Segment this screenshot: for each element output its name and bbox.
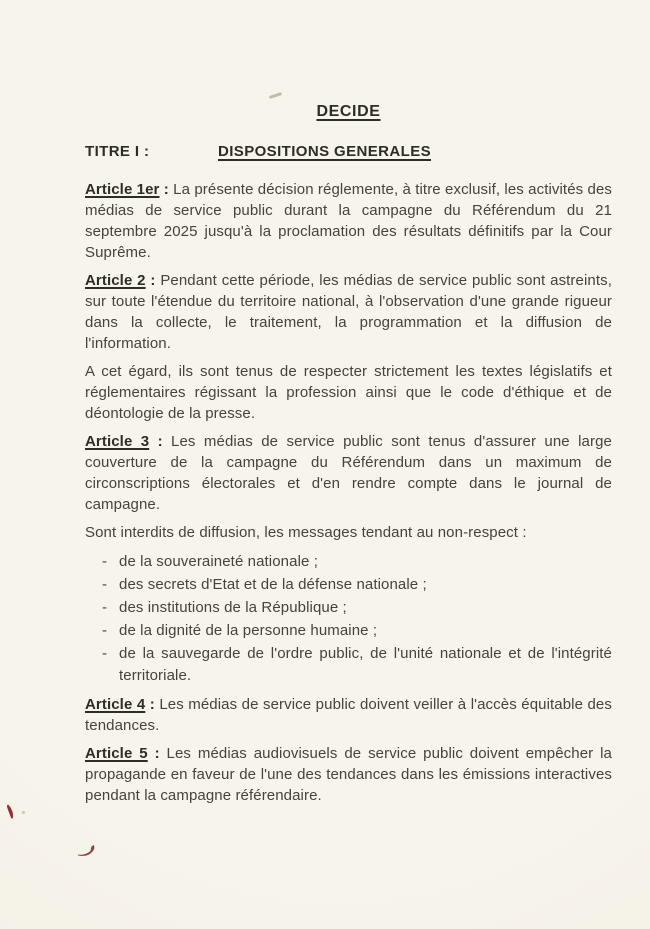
list-item-text: des institutions de la République ; xyxy=(119,599,347,616)
article-3-label: Article 3 xyxy=(85,433,150,450)
article-4-text: Les médias de service public doivent veiller à l'accès équitable des tendances. xyxy=(85,696,612,734)
gray-speck-mark xyxy=(22,811,25,814)
prohibited-intro-text: Sont interdits de diffusion, les messages tendant au non-respect : xyxy=(85,524,527,541)
list-item-public-order xyxy=(85,643,612,687)
article-5-text: Les médias audiovisuels de service public doivent empêcher la propagande en faveur de l'une des tendances dans les émissions interactives pendant la campagne référendaire. xyxy=(85,745,612,804)
list-item-text: des secrets d'Etat et de la défense nationale ; xyxy=(119,576,427,593)
article-1-separator: : xyxy=(159,181,174,198)
list-item-text: de la souveraineté nationale ; xyxy=(119,553,318,570)
paragraph-prohibited-intro xyxy=(85,522,612,543)
document-title xyxy=(85,101,612,122)
paragraph-ethics xyxy=(85,361,612,424)
dash-marker: - xyxy=(102,553,108,570)
paragraph-article-5 xyxy=(85,743,612,806)
red-ink-mark-comma xyxy=(5,804,17,822)
red-ink-mark-squiggle xyxy=(77,843,97,857)
article-1-label: Article 1er xyxy=(85,181,160,198)
dash-marker: - xyxy=(102,622,108,639)
article-4-label: Article 4 xyxy=(85,696,146,713)
section-title-row xyxy=(85,141,612,162)
paragraph-article-4 xyxy=(85,694,612,736)
dash-marker: - xyxy=(102,576,108,593)
document-title-text: DECIDE xyxy=(316,103,381,120)
list-item-sovereignty xyxy=(85,551,612,573)
section-heading: DISPOSITIONS GENERALES xyxy=(218,143,431,160)
article-4-separator: : xyxy=(145,696,160,713)
pencil-smudge-mark xyxy=(269,92,282,99)
list-item-human-dignity xyxy=(85,620,612,642)
article-5-separator: : xyxy=(147,745,167,762)
dash-marker: - xyxy=(102,645,108,662)
article-5-label: Article 5 xyxy=(85,745,148,762)
article-2-label: Article 2 xyxy=(85,272,146,289)
dash-marker: - xyxy=(102,599,108,616)
article-3-text: Les médias de service public sont tenus d'assurer une large couverture de la campagne du Référendum dans un maximum de circonscriptions électorales et d'en rendre compte dans le journal de campagne. xyxy=(85,433,612,513)
list-item-text: de la sauvegarde de l'ordre public, de l'unité nationale et de l'intégrité territoriale. xyxy=(119,645,612,684)
paragraph-article-1 xyxy=(85,179,612,263)
paragraph-article-3 xyxy=(85,431,612,515)
prohibited-messages-list xyxy=(85,551,612,687)
section-label: TITRE I : xyxy=(85,143,150,160)
list-item-state-secrets xyxy=(85,574,612,596)
list-item-text: de la dignité de la personne humaine ; xyxy=(119,622,378,639)
list-item-institutions xyxy=(85,597,612,619)
article-2-separator: : xyxy=(145,272,161,289)
article-2-text: Pendant cette période, les médias de service public sont astreints, sur toute l'étendue du territoire national, à l'observation d'une grande rigueur dans la collecte, le traitement, la programmation et la diffusion de l'information. xyxy=(85,272,612,352)
paragraph-article-2 xyxy=(85,270,612,354)
article-3-separator: : xyxy=(149,433,172,450)
article-1-text: La présente décision réglemente, à titre exclusif, les activités des médias de service public durant la campagne du Référendum du 21 septembre 2025 jusqu'à la proclamation des résultats définitifs par la Cour Suprême. xyxy=(85,181,612,261)
ethics-paragraph-text: A cet égard, ils sont tenus de respecter strictement les textes législatifs et réglementaires régissant la profession ainsi que le code d'éthique et de déontologie de la presse. xyxy=(85,363,612,422)
